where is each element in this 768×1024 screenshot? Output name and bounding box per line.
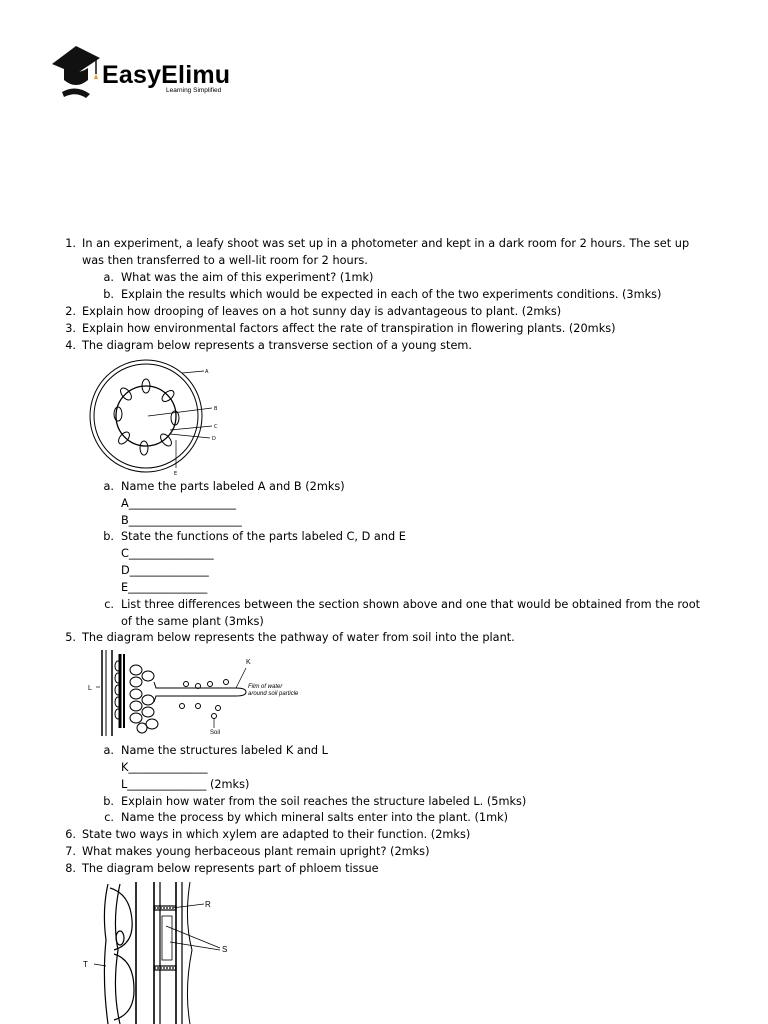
part-text: Explain how water from the soil reaches the structure labeled L. (5mks): [121, 795, 527, 808]
label-d: D: [212, 436, 216, 442]
question-text: State two ways in which xylem are adapted to their function. (2mks): [82, 828, 471, 841]
answer-blank[interactable]: E______________: [121, 581, 208, 594]
part-letter: b.: [103, 288, 114, 301]
question-number: 2.: [65, 305, 76, 318]
answer-blank[interactable]: A___________________: [121, 497, 237, 510]
question-text: was then transferred to a well-lit room for 2 hours.: [82, 254, 368, 267]
answer-blank[interactable]: B____________________: [121, 514, 242, 527]
question-number: 8.: [65, 862, 76, 875]
question-number: 5.: [65, 631, 76, 644]
label-film: Film of water: [248, 684, 283, 690]
label-film-2: around soil particle: [248, 691, 299, 697]
part-text: What was the aim of this experiment? (1mk): [121, 271, 374, 284]
question-number: 6.: [65, 828, 76, 841]
label-r: R: [205, 900, 211, 909]
part-text: Name the structures labeled K and L: [121, 744, 328, 757]
question-text: The diagram below represents a transverse section of a young stem.: [82, 339, 473, 352]
question-number: 7.: [65, 845, 76, 858]
question-text: Explain how drooping of leaves on a hot sunny day is advantageous to plant. (2mks): [82, 305, 562, 318]
brand-tagline: Learning Simplified: [166, 87, 222, 94]
label-b: B: [214, 406, 218, 412]
answer-blank[interactable]: C_______________: [121, 547, 214, 560]
part-text: Name the parts labeled A and B (2mks): [121, 480, 345, 493]
part-text: List three differences between the section shown above and one that would be obtained from the root: [121, 598, 701, 611]
label-e: E: [174, 471, 178, 477]
question-text: Explain how environmental factors affect the rate of transpiration in flowering plants. (20mks): [82, 322, 616, 335]
answer-blank[interactable]: L______________ (2mks): [121, 778, 250, 791]
root-hair-pathway-diagram: [86, 648, 318, 740]
part-text: Name the process by which mineral salts enter into the plant. (1mk): [121, 811, 509, 824]
label-a: A: [205, 369, 209, 375]
part-letter: a.: [103, 271, 114, 284]
question-text: The diagram below represents part of phloem tissue: [82, 862, 379, 875]
question-text: In an experiment, a leafy shoot was set up in a photometer and kept in a dark room for 2 hours. The set up: [82, 237, 690, 250]
label-c: C: [214, 424, 218, 430]
label-s: S: [222, 945, 228, 954]
question-text: What makes young herbaceous plant remain upright? (2mks): [82, 845, 430, 858]
label-t: T: [83, 960, 88, 969]
question-number: 1.: [65, 237, 76, 250]
part-text: of the same plant (3mks): [121, 615, 264, 628]
part-letter: c.: [104, 811, 114, 824]
label-soil: Soil: [210, 730, 221, 736]
part-letter: b.: [103, 795, 114, 808]
question-number: 3.: [65, 322, 76, 335]
label-k: K: [246, 659, 251, 666]
part-text: Explain the results which would be expected in each of the two experiments conditions. (3mks): [121, 288, 662, 301]
question-text: The diagram below represents the pathway of water from soil into the plant.: [82, 631, 515, 644]
part-text: State the functions of the parts labeled C, D and E: [121, 530, 406, 543]
part-letter: b.: [103, 530, 114, 543]
label-l: L: [88, 685, 92, 692]
part-letter: c.: [104, 598, 114, 611]
part-letter: a.: [103, 480, 114, 493]
brand-name: EasyElimu: [102, 61, 231, 89]
stem-cross-section-diagram: [86, 358, 226, 480]
question-number: 4.: [65, 339, 76, 352]
part-letter: a.: [103, 744, 114, 757]
phloem-tissue-diagram: [80, 880, 240, 1024]
answer-blank[interactable]: D______________: [121, 564, 209, 577]
answer-blank[interactable]: K______________: [121, 761, 208, 774]
